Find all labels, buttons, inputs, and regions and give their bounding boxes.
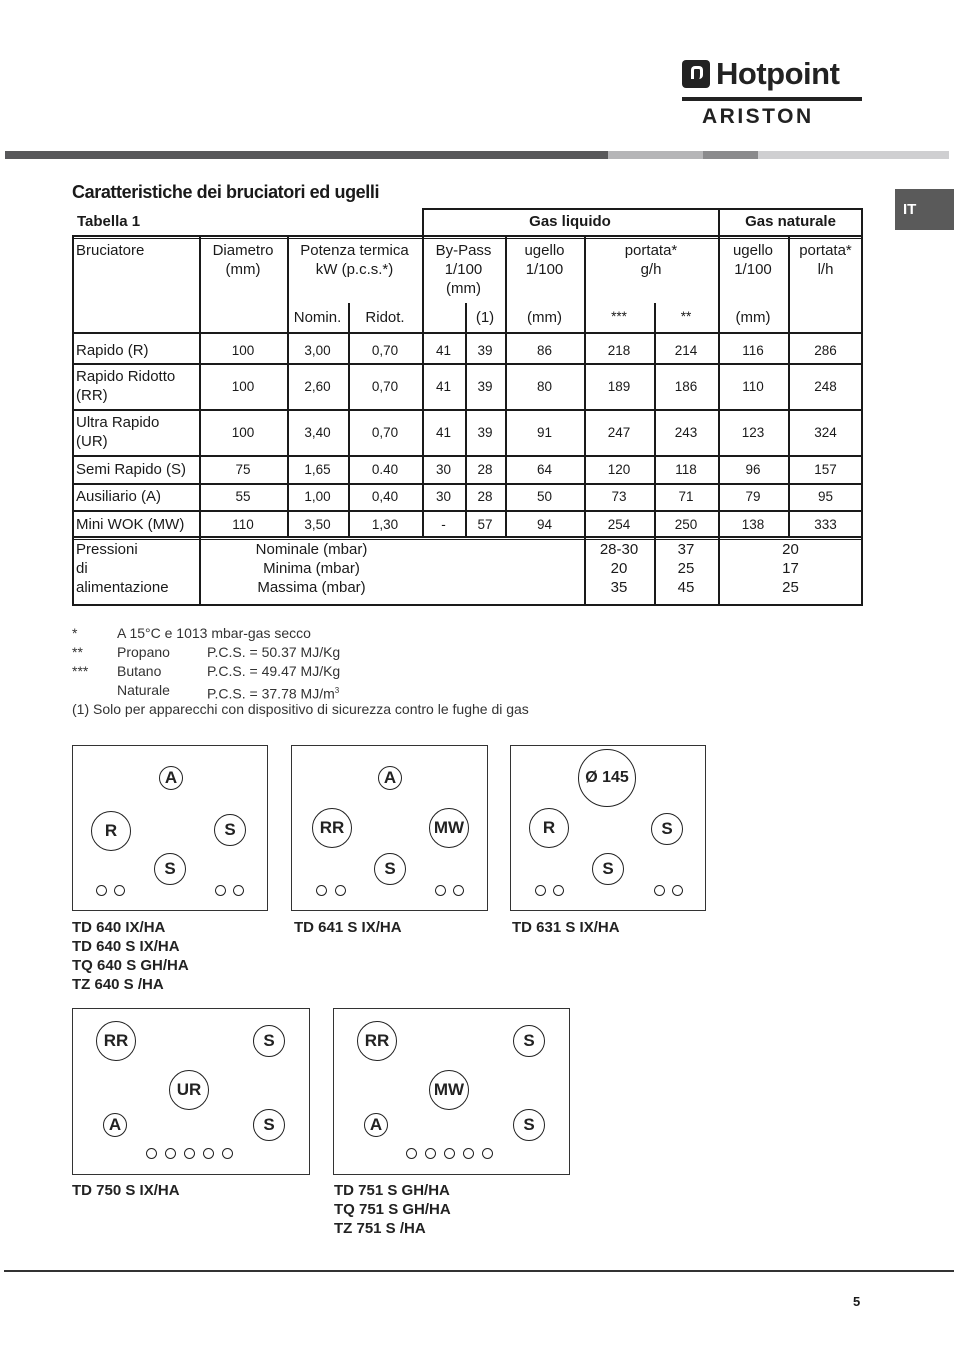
pressure-propano-massima: 45 [677,579,695,596]
model-name: TQ 640 S GH/HA [72,957,189,974]
knob-icon [672,885,683,896]
header-ugello-l-1: ugello [524,242,565,259]
pressure-propano-nominale: 37 [677,541,695,558]
grid-line [788,237,790,538]
grid-line [72,455,863,457]
burner-ur: UR [169,1070,209,1110]
grid-line [654,538,656,605]
hob-diagram-2 [291,745,488,911]
table-cell: 71 [678,489,694,504]
header-bypass-note: (1) [475,309,495,326]
table-cell: 79 [745,489,761,504]
table-cell: 214 [674,342,698,358]
table-cell: 120 [607,461,631,477]
model-name: TQ 751 S GH/HA [334,1201,451,1218]
burner-a: A [378,766,402,790]
knob-icon [654,885,665,896]
grid-line [465,303,467,538]
table-cell: 64 [536,461,553,477]
table-cell: 100 [231,342,255,358]
pressure-type-nominale: Nominale (mbar) [255,541,368,558]
table-cell: 248 [814,378,837,394]
header-diametro-2: (mm) [225,261,261,278]
table-cell: 3,40 [304,424,331,440]
table-cell: 1,65 [304,461,331,477]
header-bar-mid [703,151,758,159]
burner-name: Rapido (R) [76,341,149,359]
header-ugello-n-unit: (mm) [735,309,771,326]
knob-icon [316,885,327,896]
burner-name: Rapido Ridotto [76,368,176,385]
table-cell: 0,70 [371,424,399,440]
header-bypass-2: 1/100 [444,261,483,278]
note-symbol: *** [72,663,89,679]
pressure-butano-nominale: 28-30 [599,541,639,558]
brand-name: Hotpoint [716,56,840,91]
table-cell: 91 [536,424,553,440]
model-name: TD 640 IX/HA [72,919,166,936]
header-bypass-3: (mm) [446,280,481,297]
burner-s: S [513,1109,545,1141]
burner-a: A [159,766,183,790]
burner-rr: RR [96,1021,136,1061]
burner-r: R [91,811,131,851]
burner-name: Mini WOK (MW) [76,515,185,533]
header-diametro-1: Diametro [212,242,274,259]
table-cell: 110 [742,378,764,394]
pressure-type-massima: Massima (mbar) [257,579,366,596]
grid-line [584,237,586,538]
pressure-naturale-massima: 25 [782,579,799,596]
table-cell: 3,00 [304,342,331,358]
table-cell: 95 [817,489,834,504]
grid-line [718,208,720,237]
burner-name: Ausiliario (A) [76,488,162,505]
pressure-label-2: di [76,560,88,577]
burner-s: S [253,1025,285,1057]
burner-name: Semi Rapido (S) [76,460,187,478]
footer-rule [4,1270,954,1272]
hotpoint-ariston-logo [682,56,864,130]
burner-s: S [154,853,186,885]
grid-line [422,208,863,210]
note-label: Naturale [117,682,170,698]
grid-line [72,237,74,606]
burner-name: (UR) [76,433,108,450]
model-list-4 [72,1181,180,1200]
table-cell: 0.40 [371,461,399,477]
grid-line [584,538,586,605]
table-cell: 254 [607,516,631,532]
table-cell: 75 [235,461,251,477]
grid-line [72,409,863,411]
pressure-butano-minima: 20 [610,560,628,577]
pressure-type-minima: Minima (mbar) [263,560,360,577]
burner-r: R [529,808,569,848]
note-label: Butano [117,663,162,679]
table-cell: 186 [674,378,698,394]
model-name: TD 631 S IX/HA [512,919,620,936]
note-value: P.C.S. = 49.47 MJ/Kg [207,663,341,679]
group-header-gas-naturale: Gas naturale [745,213,836,230]
knob-icon [222,1148,233,1159]
knob-icon [165,1148,176,1159]
table-cell: 30 [435,489,452,504]
table-cell: 1,30 [371,516,399,532]
knob-icon [453,885,464,896]
group-header-gas-liquido: Gas liquido [529,213,611,230]
table-cell: 55 [235,489,251,504]
note-value: P.C.S. = 50.37 MJ/Kg [207,644,341,660]
hob-diagram-4 [72,1008,310,1175]
table-cell: 110 [232,516,254,532]
table-cell: 94 [536,516,553,532]
footnote-text: (1) Solo per apparecchi con dispositivo di sicurezza contro le fughe di gas [72,701,529,717]
knob-icon [444,1148,455,1159]
model-name: TD 640 S IX/HA [72,938,180,955]
table-cell: 100 [231,424,255,440]
knob-icon [435,885,446,896]
pressure-label-1: Pressioni [76,541,138,558]
model-list-1 [72,918,189,994]
header-portata-l-propano: ** [680,309,692,324]
table-cell: 0,70 [371,342,399,358]
header-bar-pale [758,151,949,159]
model-name: TZ 640 S /HA [72,976,164,993]
knob-icon [406,1148,417,1159]
burner-mw: MW [429,1070,469,1110]
table-cell: 39 [477,342,493,358]
pressure-naturale-nominale: 20 [782,541,799,558]
grid-line [348,303,350,538]
table-cell: 86 [536,342,553,358]
table-cell: 0,40 [371,489,399,504]
burner-rr: RR [357,1021,397,1061]
burner-mw: MW [429,808,469,848]
header-nomin: Nomin. [293,309,342,326]
page-number: 5 [853,1294,861,1309]
model-name: TZ 751 S /HA [334,1220,426,1237]
table-cell: 286 [814,342,837,358]
table-cell: 1,00 [304,489,331,504]
knob-icon [553,885,564,896]
header-ugello-l-2: 1/100 [525,261,564,278]
model-list-3 [512,918,620,937]
table-cell: 39 [477,378,493,394]
header-bypass-1: By-Pass [435,242,492,259]
brand-sub: ARISTON [702,105,814,128]
pressure-propano-minima: 25 [677,560,695,577]
grid-line [72,235,863,237]
grid-line [72,238,863,239]
table-cell: 116 [742,342,764,358]
knob-icon [335,885,346,896]
table-caption: Tabella 1 [77,213,141,230]
grid-line [718,538,720,605]
header-ugello-l-unit: (mm) [527,309,562,326]
burner-name: Ultra Rapido [76,414,160,431]
table-cell: 100 [231,378,255,394]
table-cell: 30 [435,461,452,477]
section-title: Caratteristiche dei bruciatori ed ugelli [72,182,380,202]
header-portata-n-2: l/h [817,261,834,278]
burner-s: S [592,853,624,885]
burner-s: S [374,853,406,885]
table-cell: 138 [741,516,765,532]
burner-a: A [103,1113,127,1137]
grid-line [72,483,863,485]
note-value-sup: 3 [334,686,340,695]
pressure-butano-massima: 35 [610,579,628,596]
table-cell: 333 [814,516,837,532]
table-cell: 250 [674,516,698,532]
table-cell: 3,50 [304,516,331,532]
header-portata-l-1: portata* [624,242,678,259]
note-label: Propano [117,644,170,660]
table-cell: 28 [477,461,493,477]
burner-rr: RR [312,808,352,848]
knob-icon [535,885,546,896]
model-list-5 [334,1181,451,1238]
grid-line [72,510,863,512]
burner-nozzle-table [72,208,863,606]
header-portata-l-2: g/h [640,261,662,278]
table-cell: 28 [477,489,493,504]
pressure-label-3: alimentazione [76,579,169,596]
table-cell: 41 [435,424,452,440]
model-list-2 [294,918,402,937]
knob-icon [233,885,244,896]
grid-line [422,237,424,538]
knob-icon [114,885,125,896]
burner-s: S [253,1109,285,1141]
grid-line [718,237,720,538]
header-potenza-1: Potenza termica [300,242,409,259]
grid-line [72,536,863,538]
grid-line [861,208,863,606]
burner-s: S [214,814,246,846]
table-cell: 218 [607,342,631,358]
table-cell: 57 [477,516,493,532]
grid-line [199,538,201,605]
knob-icon [463,1148,474,1159]
burner-diameter-145: Ø 145 [578,749,636,807]
grid-line [72,604,863,606]
table-cell: 157 [814,461,837,477]
model-name: TD 751 S GH/HA [334,1182,450,1199]
hob-diagram-1 [72,745,268,911]
grid-line [654,303,656,538]
grid-line [72,332,863,334]
note-value-text: P.C.S. = 37.78 MJ/m [207,685,335,702]
knob-icon [146,1148,157,1159]
table-cell: 118 [675,461,697,477]
grid-line [422,208,424,237]
grid-line [287,237,289,538]
logo-rule [682,97,862,101]
knob-icon [482,1148,493,1159]
knob-icon [215,885,226,896]
table-cell: 41 [435,342,452,358]
table-cell: 41 [435,378,452,394]
table-cell: 324 [814,424,837,440]
hob-diagram-3 [510,745,706,911]
table-cell: 96 [745,461,761,477]
header-ridot: Ridot. [365,309,405,326]
header-bar-dark [5,151,608,159]
grid-line [199,237,201,538]
burner-s: S [651,813,683,845]
language-tab: IT [895,189,954,230]
hob-diagram-5 [333,1008,570,1175]
header-portata-l-butano: *** [611,309,627,324]
table-cell: 39 [477,424,493,440]
header-ugello-n-1: ugello [732,242,774,259]
note-symbol: * [72,625,78,641]
knob-icon [203,1148,214,1159]
knob-icon [96,885,107,896]
header-portata-n-1: portata* [799,242,852,259]
table-cell: 80 [536,378,553,394]
table-cell: 50 [536,489,553,504]
table-cell: 247 [607,424,631,440]
knob-icon [425,1148,436,1159]
knob-icon [184,1148,195,1159]
grid-line [72,539,863,540]
header-potenza-2: kW (p.c.s.*) [315,261,394,278]
header-ugello-n-2: 1/100 [734,261,772,278]
model-name: TD 750 S IX/HA [72,1182,180,1199]
hotpoint-logo-mark-icon [682,60,710,88]
table-cell: - [441,516,446,532]
table-cell: 123 [741,424,765,440]
burner-s: S [513,1025,545,1057]
note-label: A 15°C e 1013 mbar-gas secco [117,625,311,641]
table-cell: 243 [674,424,698,440]
table-cell: 2,60 [304,378,331,394]
pressure-naturale-minima: 17 [782,560,799,577]
header-bar-light [608,151,703,159]
table-cell: 189 [607,378,631,394]
note-symbol: ** [72,644,83,660]
burner-name: (RR) [76,387,108,404]
model-name: TD 641 S IX/HA [294,919,402,936]
burner-a: A [364,1113,388,1137]
grid-line [505,237,507,538]
header-bruciatore: Bruciatore [76,242,145,259]
table-cell: 73 [611,489,627,504]
table-cell: 0,70 [371,378,399,394]
grid-line [72,363,863,365]
